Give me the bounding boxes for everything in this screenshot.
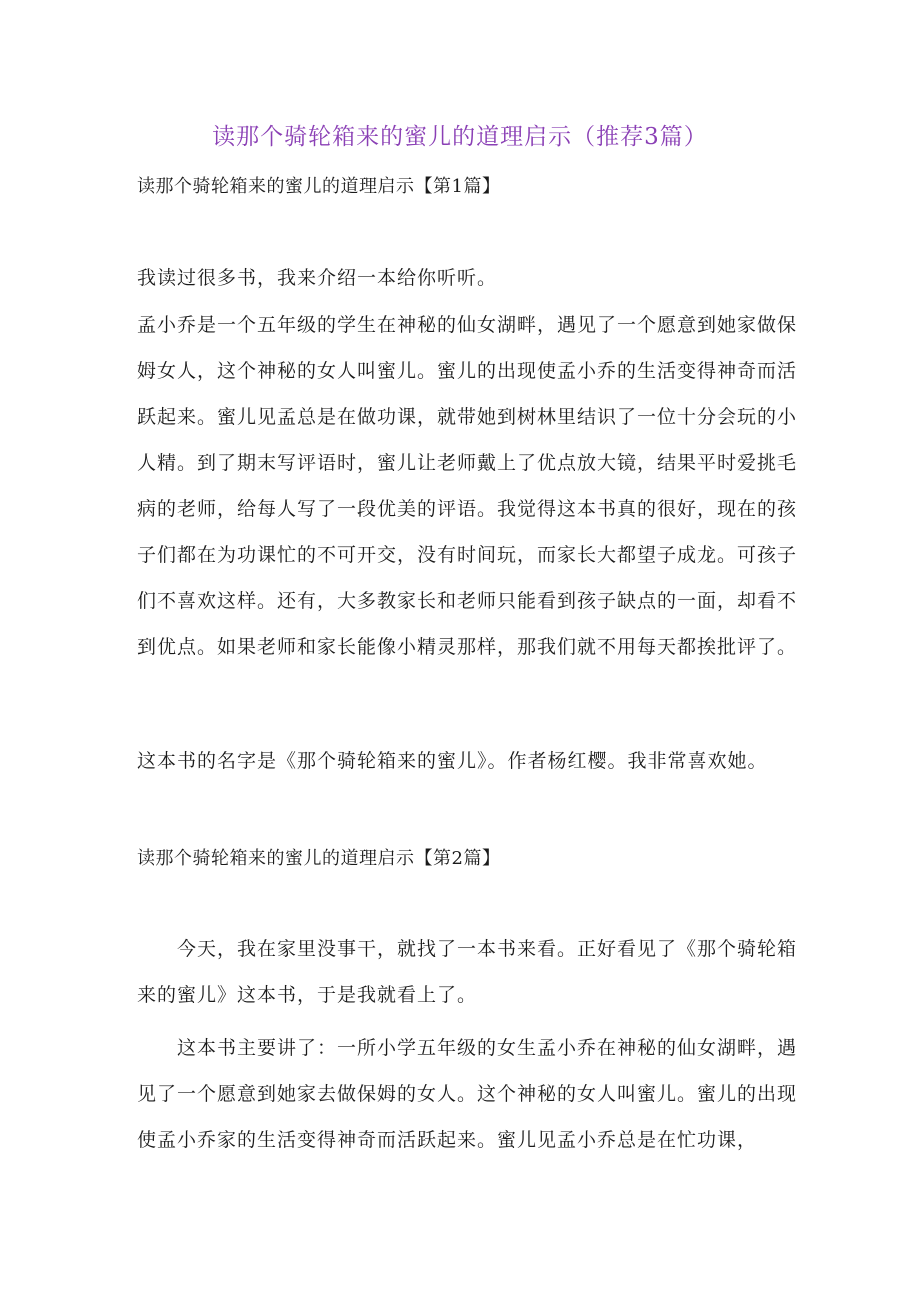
paragraph-1-2: 孟小乔是一个五年级的学生在神秘的仙女湖畔，遇见了一个愿意到她家做保姆女人，这个神秘的女人叫蜜儿。蜜儿的出现使孟小乔的生活变得神奇而活跃起来。蜜儿见孟总是在做功课，就带她到树林里结识了一位十分会玩的小人精。到了期末写评语时，蜜儿让老师戴上了优点放大镜，结果平时爱挑毛病的老师，给每人写了一段优美的评语。我觉得这本书真的很好，现在的孩子们都在为功课忙的不可开交，没有时间玩，而家长大都望子成龙。可孩子们不喜欢这样。还有，大多教家长和老师只能看到孩子缺点的一面，却看不到优点。如果老师和家长能像小精灵那样，那我们就不用每天都挨批评了。 bbox=[137, 314, 798, 658]
document-title: 读那个骑轮箱来的蜜儿的道理启示（推荐3篇） bbox=[212, 124, 708, 150]
paragraph-1-3: 这本书的名字是《那个骑轮箱来的蜜儿》。作者杨红樱。我非常喜欢她。 bbox=[137, 750, 768, 772]
section-heading-1: 读那个骑轮箱来的蜜儿的道理启示【第1篇】 bbox=[137, 176, 501, 197]
paragraph-2-2: 这本书主要讲了：一所小学五年级的女生孟小乔在神秘的仙女湖畔，遇见了一个愿意到她家去做保姆的女人。这个神秘的女人叫蜜儿。蜜儿的出现使孟小乔家的生活变得神奇而活跃起来。蜜儿见孟小乔总是在忙功课， bbox=[137, 1037, 798, 1151]
paragraph-2-1: 今天，我在家里没事干，就找了一本书来看。正好看见了《那个骑轮箱来的蜜儿》这本书，于是我就看上了。 bbox=[137, 938, 798, 1006]
paragraph-1-1: 我读过很多书，我来介绍一本给你听听。 bbox=[137, 267, 498, 289]
section-heading-2: 读那个骑轮箱来的蜜儿的道理启示【第2篇】 bbox=[137, 848, 501, 869]
